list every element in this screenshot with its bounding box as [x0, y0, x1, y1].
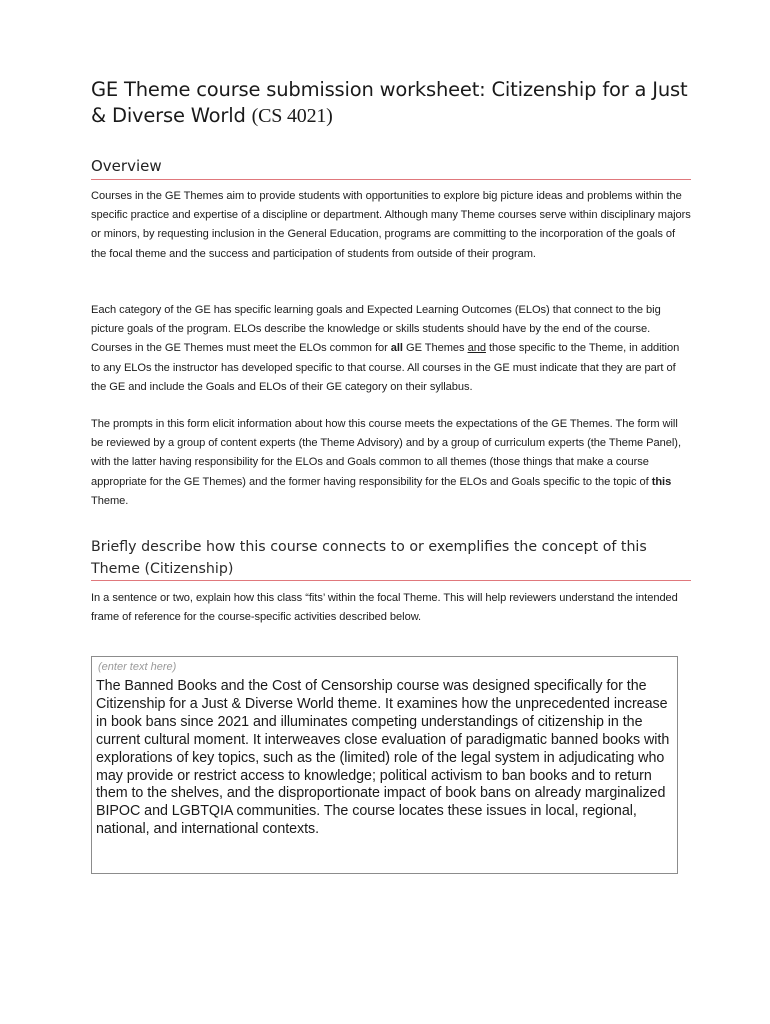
paragraph-3-text-1: The prompts in this form elicit information about how this course meets the expectations of the GE Themes. The form will be reviewed by a group of content experts (the Theme Advisory) and by a group of curriculum experts (the Theme Panel), with the latter having responsibility for the ELOs and Goals common to all themes (those things that make a course appropriate for the GE Themes) and the former having responsibility for the ELOs and Goals specific to the topic of [91, 418, 681, 488]
overview-paragraph-1: Courses in the GE Themes aim to provide students with opportunities to explore big picture ideas and problems within the specific practice and expertise of a discipline or department. Although many Theme courses serve within disciplinary majors or minors, by requesting inclusion in the General Education, programs are committing to the incorporation of the goals of the focal theme and the success and participation of students from outside of their program. [91, 190, 691, 260]
overview-heading-rule [91, 179, 691, 180]
paragraph-3-text-2: Theme. [91, 494, 129, 507]
emphasis-and: and [467, 342, 486, 355]
theme-connection-heading-rule [91, 580, 691, 581]
paragraph-2-text-2: GE Themes [402, 342, 468, 355]
course-code: (CS 4021) [251, 105, 333, 127]
emphasis-this: this [651, 475, 672, 488]
overview-heading: Overview [91, 157, 162, 175]
emphasis-all: all [390, 342, 403, 355]
overview-paragraph-2 [91, 301, 691, 397]
paragraph-2-text-1: Each category of the GE has specific learning goals and Expected Learning Outcomes (ELOs) that connect to the big picture goals of the program. ELOs describe the knowledge or skills students should have by the end of the course. Courses in the GE Themes must meet the ELOs common for [91, 304, 661, 355]
worksheet-page [91, 0, 691, 1024]
response-placeholder: (enter text here) [98, 661, 177, 673]
document-title-main: GE Theme course submission worksheet: Citizenship for a Just & Diverse World [91, 78, 688, 127]
theme-connection-instructions: In a sentence or two, explain how this class “fits’ within the focal Theme. This will help reviewers understand the intended frame of reference for the course-specific activities described below. [91, 592, 678, 624]
paragraph-2-text-3: those specific to the Theme, in addition to any ELOs the instructor has developed specific to that course. All courses in the GE must indicate that they are part of the GE and include the Goals and ELOs of their GE category on their syllabus. [91, 342, 680, 393]
theme-connection-heading: Briefly describe how this course connects to or exemplifies the concept of this Theme (Citizenship) [91, 539, 647, 577]
document-title [91, 77, 691, 129]
overview-paragraph-3 [91, 415, 691, 511]
response-text[interactable]: The Banned Books and the Cost of Censorship course was designed specifically for the Citizenship for a Just & Diverse World theme. It examines how the unprecedented increase in book bans since 2021 and illuminates competing understandings of citizenship in the current cultural moment. It interweaves close evaluation of paradigmatic banned books with explorations of key topics, such as the (limited) role of the legal system in adjudicating who may provide or restrict access to knowledge; political activism to ban books and to return them to the shelves, and the disproportionate impact of book bans on already marginalized BIPOC and LGBTQIA communities. The course locates these issues in local, regional, national, and international contexts. [96, 678, 670, 838]
theme-connection-response-field[interactable] [91, 656, 678, 874]
